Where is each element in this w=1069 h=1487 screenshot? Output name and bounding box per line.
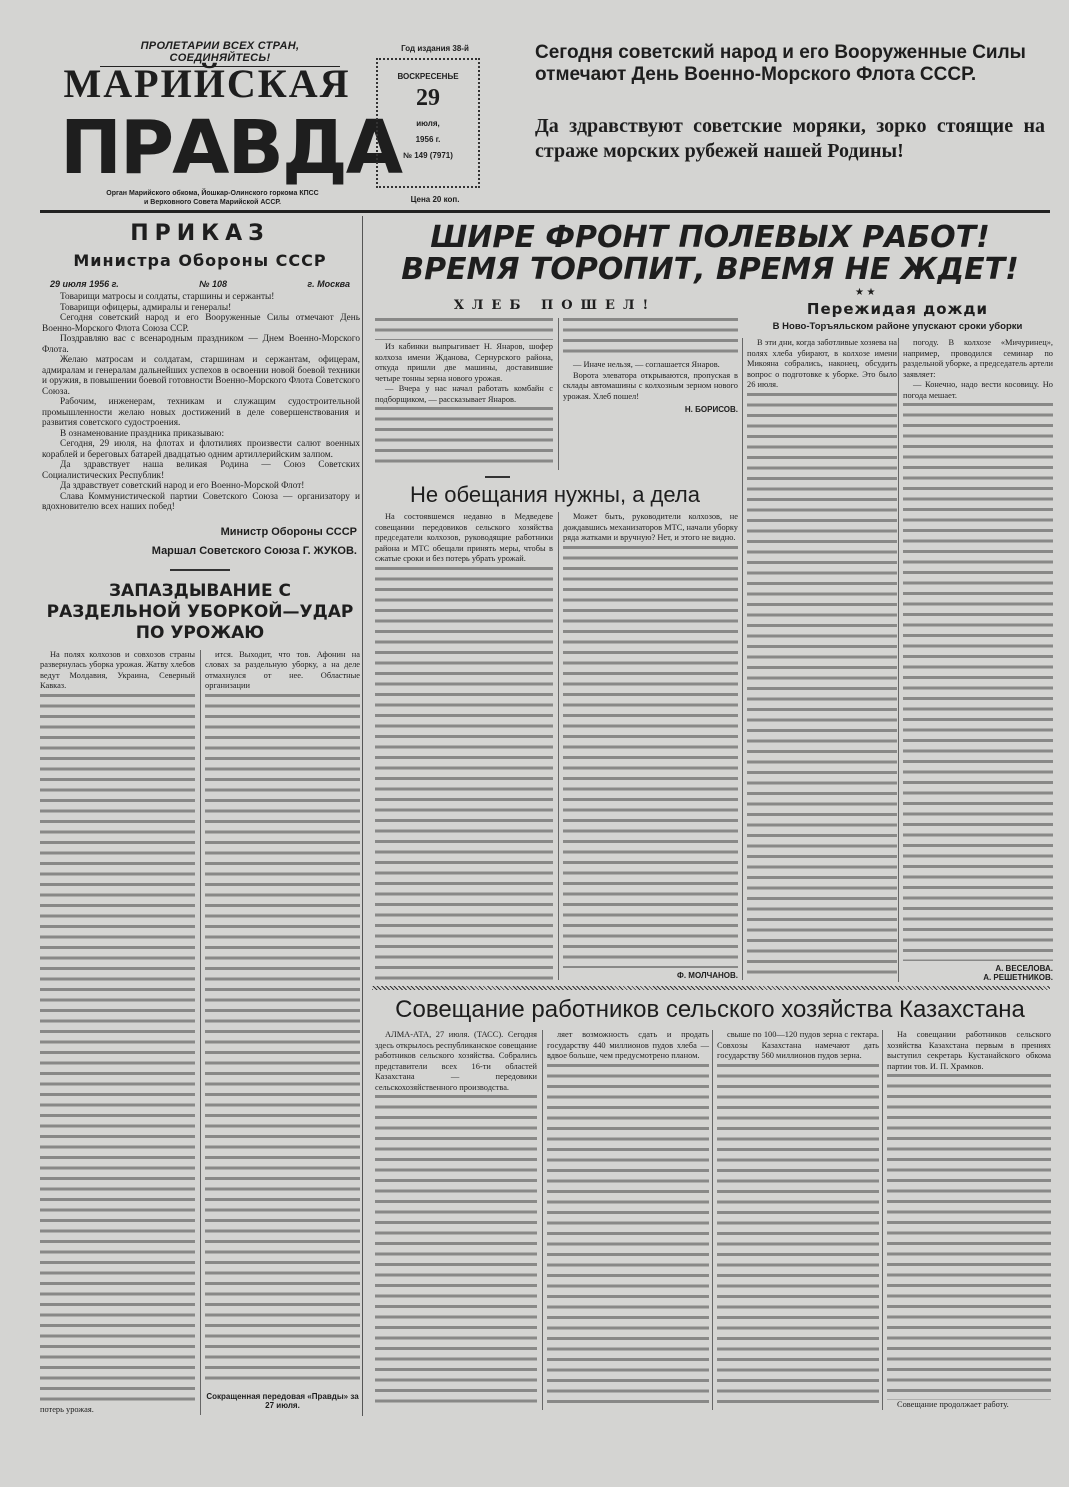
perezh-author-1: А. ВЕСЕЛОВА.: [995, 964, 1053, 973]
text-lines: [717, 1064, 879, 1411]
text-lines: [375, 1095, 537, 1410]
banner-line1: ШИРЕ ФРОНТ ПОЛЕВЫХ РАБОТ!: [430, 220, 990, 255]
text-lines: [40, 694, 195, 1405]
paragraph: Да здравствует советский народ и его Военно-Морской Флот!: [60, 481, 305, 491]
prikaz-dateline: [50, 278, 350, 290]
sovesh-col-1: [375, 1030, 537, 1410]
ornament-divider: [170, 569, 230, 571]
paragraph: В ознаменование праздника приказываю:: [60, 428, 225, 439]
hleb-col-1: [375, 318, 553, 468]
paragraph: — Иначе нельзя, — соглашается Янаров.: [573, 360, 720, 369]
paragraph: Может быть, руководители колхозов, не дождавшись механизаторов МТС, начали уборку ряда жатками и вручную? Нет, и этого не видно.: [563, 512, 738, 542]
text-lines: [547, 1064, 709, 1411]
organ-line2: и Верховного Совета Марийской АССР.: [144, 199, 281, 206]
nobeshch-title: Не обещания нужны, а дела: [410, 482, 700, 507]
paragraph: Поздравляю вас с всенародным праздником — Днем Военно-Морского Флота.: [42, 334, 360, 355]
perezh-title: Пережидая дожди: [806, 300, 989, 318]
organ-line: [70, 189, 355, 207]
editorial-col-2: [200, 650, 360, 1416]
date-box: [376, 58, 480, 188]
paragraph: На совещании работников сельского хозяйства Казахстана первым в прениях выступил секретарь Кустанайского обкома партии тов. И. П. Храмков.: [887, 1030, 1051, 1071]
sovesh-col-3: [712, 1030, 879, 1410]
editorial-title: ЗАПАЗДЫВАНИЕ С РАЗДЕЛЬНОЙ УБОРКОЙ—УДАР ПО УРОЖАЮ: [46, 580, 354, 643]
ornament-divider: [485, 476, 510, 478]
paragraph: — Конечно, надо вести косовицу. Но погода мешает.: [903, 380, 1053, 400]
year-date: 1956 г.: [415, 135, 441, 144]
paragraph: АЛМА-АТА, 27 июля. (ТАСС). Сегодня здесь открылось республиканское совещание работников сельского хозяйства. Собрались представители всех 16-ти областей Казахстана — передовики сельскохозяйственного производства.: [375, 1030, 537, 1092]
weekday: ВОСКРЕСЕНЬЕ: [397, 72, 459, 81]
text-lines: [887, 1074, 1051, 1400]
prikaz-date: 29 июля 1956 г.: [50, 279, 119, 289]
slogan-1: Сегодня советский народ и его Вооруженные Силы отмечают День Военно-Морского Флота СССР.: [535, 42, 1026, 85]
paragraph: Ворота элеватора открываются, пропуская в склады автомашины с колхозным зерном нового урожая. Хлеб пошел!: [563, 370, 738, 401]
hleb-col-2: [558, 318, 738, 470]
paragraph: погоду. В колхозе «Мичуринец», например, проводился семинар по раздельной уборке, а председатель артели заявляет:: [903, 338, 1053, 379]
text-lines: [747, 393, 897, 981]
text-lines: [375, 318, 553, 340]
nobeshch-col-2: [558, 512, 738, 980]
signature-title: Министр Обороны СССР: [220, 525, 357, 538]
day: 29: [416, 85, 440, 111]
paragraph: Сегодня советский народ и его Вооруженные Силы отмечают День Военно-Морского Флота Союза ССР.: [42, 313, 360, 334]
price: Цена 20 коп.: [410, 195, 460, 204]
masthead-title-line1: МАРИЙСКАЯ: [63, 61, 351, 106]
editorial-col-1: [40, 650, 195, 1416]
hleb-title: ХЛЕБ ПОШЕЛ!: [453, 298, 657, 313]
prikaz-text: [40, 292, 360, 513]
paragraph: Да здравствует наша великая Родина — Союз Советских Социалистических Республик!: [42, 460, 360, 481]
paragraph: Рабочим, инженерам, техникам и служащим судостроительной промышленности желаю новых достижений в деле совершенствования и развития советского судостроения.: [42, 397, 360, 428]
editorial-columns: [40, 650, 360, 1416]
sovesh-col-4: [882, 1030, 1051, 1410]
motto: ПРОЛЕТАРИИ ВСЕХ СТРАН, СОЕДИНЯЙТЕСЬ!: [100, 40, 340, 67]
prikaz-title: ПРИКАЗ: [130, 221, 270, 246]
paragraph: Товарищи офицеры, адмиралы и генералы!: [60, 302, 232, 313]
masthead-title-line2: ПРАВДА: [60, 105, 402, 191]
wavy-divider: [372, 986, 1050, 990]
signature-name: Маршал Советского Союза Г. ЖУКОВ.: [151, 544, 357, 557]
column-divider: [362, 216, 363, 1416]
nobeshch-col-1: [375, 512, 553, 980]
banner-line2: ВРЕМЯ ТОРОПИТ, ВРЕМЯ НЕ ЖДЕТ!: [401, 252, 1019, 287]
editorial-source: Сокращенная передовая «Правды» за 27 июля.: [206, 1392, 359, 1410]
left-column: [40, 220, 360, 1415]
paragraph: свыше по 100—120 пудов зерна с гектара. Совхозы Казахстана намечают дать государству 560 миллионов пудов зерна.: [717, 1030, 879, 1060]
stars-ornament: ★ ★: [855, 287, 876, 298]
perezh-col-1: [742, 338, 897, 980]
perezh-col-2: [898, 338, 1053, 982]
month: июля,: [416, 119, 440, 128]
prikaz-number: № 108: [199, 279, 228, 289]
text-lines: [563, 318, 738, 358]
prikaz-signature: [40, 523, 360, 561]
hleb-author: Н. БОРИСОВ.: [684, 405, 738, 414]
paragraph: Совещание продолжает работу.: [897, 1399, 1009, 1409]
paragraph: Из кабинки выпрыгивает Н. Янаров, шофер колхоза имени Жданова, Сернурского района, откуда пришли две машины, доставившие четыре тонны зерна нового урожая.: [375, 342, 553, 383]
perezh-subtitle: В Ново-Торъяльском районе упускают сроки уборки: [772, 321, 1023, 332]
masthead-rule: [40, 210, 1050, 213]
organ-line1: Орган Марийского обкома, Йошкар-Олинского горкома КПСС: [106, 190, 319, 197]
paragraph: Сегодня, 29 июля, на флотах и флотилиях произвести салют военных кораблей и береговых батарей двадцатью одним артиллерийским залпом.: [42, 439, 360, 460]
paragraph: В эти дни, когда заботливые хозяева на полях хлеба убирают, в колхозе имени Микояна собрались, наконец, обсудить вопрос о подготовке к уборке. Это было 26 июля.: [747, 338, 897, 389]
paragraph: — Вчера у нас начал работать комбайн с подборщиком, — рассказывает Янаров.: [375, 384, 553, 404]
paragraph: ится. Выходит, что тов. Афонин на словах за раздельную уборку, а на деле отмахнулся от нее. Областные организации: [205, 649, 360, 690]
slogan-2: Да здравствуют советские моряки, зорко стоящие на страже морских рубежей нашей Родины!: [535, 115, 1045, 162]
text-lines: [205, 694, 360, 1381]
sovesh-title: Совещание работников сельского хозяйства Казахстана: [395, 996, 1025, 1023]
nobeshch-author: Ф. МОЛЧАНОВ.: [677, 971, 738, 980]
paragraph: ляет возможность сдать и продать государству 440 миллионов пудов хлеба — вдвое больше, чем предусмотрено планом.: [547, 1030, 709, 1060]
text-lines: [375, 567, 553, 981]
text-lines: [903, 403, 1053, 961]
paragraph: Товарищи матросы и солдаты, старшины и сержанты!: [60, 292, 275, 302]
text-lines: [375, 407, 553, 468]
text-lines: [563, 546, 738, 969]
prikaz-place: г. Москва: [307, 279, 350, 289]
sovesh-col-2: [542, 1030, 709, 1410]
paragraph: потерь урожая.: [40, 1404, 94, 1414]
paragraph: Слава Коммунистической партии Советского Союза — организатору и вдохновителю всех наших побед!: [42, 491, 360, 512]
prikaz-subtitle: Министра Обороны СССР: [73, 251, 327, 270]
paragraph: На полях колхозов и совхозов страны развернулась уборка урожая. Жатву хлебов ведут Молдавия, Украина, Северный Кавказ.: [40, 649, 195, 690]
banner-headline: [370, 222, 1050, 286]
perezh-author-2: А. РЕШЕТНИКОВ.: [983, 973, 1053, 982]
publication-year: Год издания 38-й: [401, 44, 469, 53]
paragraph: Желаю матросам и солдатам, старшинам и сержантам, офицерам, адмиралам и генералам дальнейших успехов в освоении новой боевой техники и оружия, в повышении боевой готовности Военно-Морского Флота Советского Союза.: [42, 355, 360, 397]
paragraph: На состоявшемся недавно в Медведеве совещании передовиков сельского хозяйства председатели колхозов, руководящие работники района и МТС обещали принять меры, чтобы в сжатые сроки и без потерь убрать урожай.: [375, 512, 553, 563]
issue-number: № 149 (7971): [403, 151, 453, 160]
